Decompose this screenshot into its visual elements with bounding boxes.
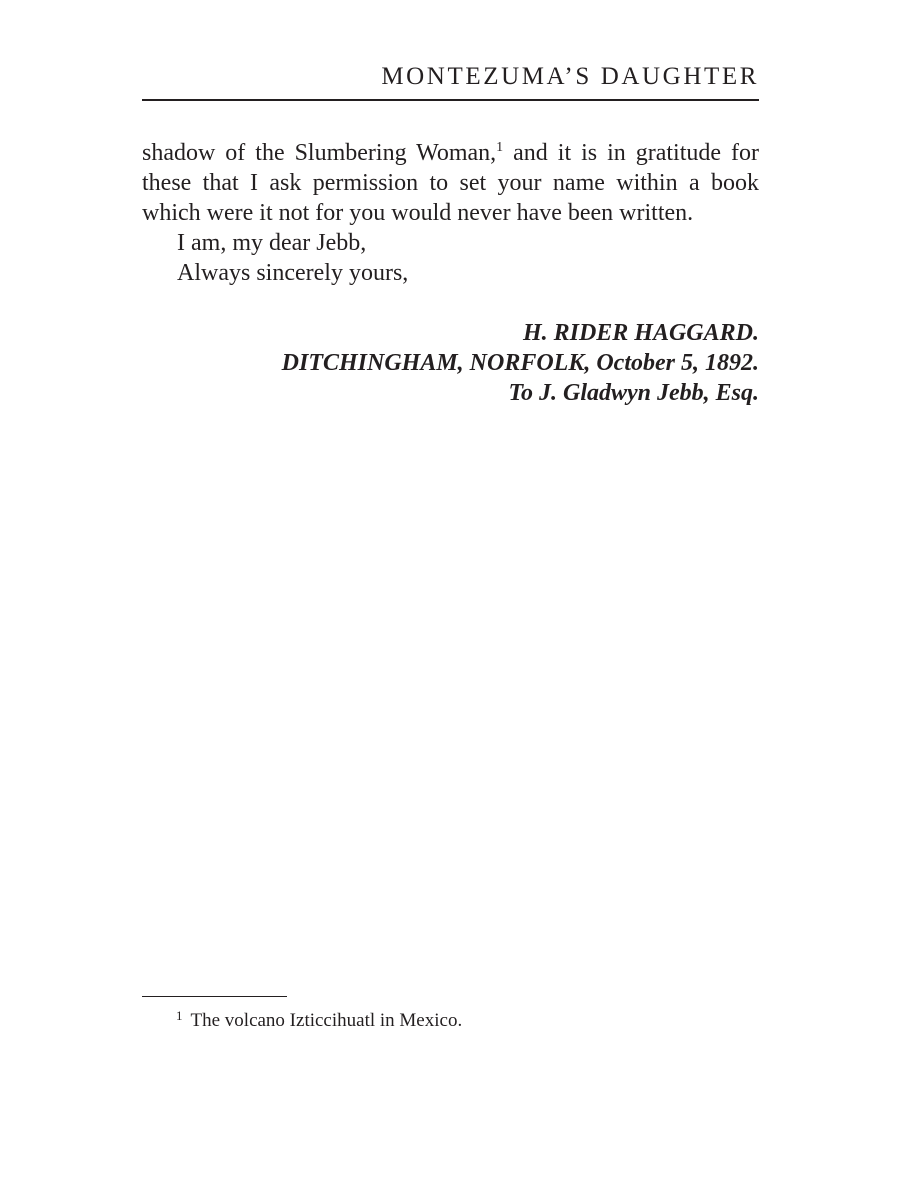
running-head-title: MONTEZUMA’S DAUGHTER bbox=[381, 63, 759, 90]
author-name: H. RIDER HAGGARD. bbox=[522, 320, 759, 346]
paragraph-text-end: and it is in gratitude for these that I ask permission to set your name within a book which were it not for you would never have been written. bbox=[142, 140, 759, 226]
footnote-rule bbox=[142, 996, 287, 997]
dedication-paragraph bbox=[142, 138, 759, 228]
paragraph-text-start: shadow of the Slumbering Woman, bbox=[142, 140, 497, 166]
header-rule bbox=[142, 99, 759, 101]
signature-block bbox=[142, 318, 759, 408]
footnote bbox=[176, 1008, 759, 1035]
place-date: DITCHINGHAM, NORFOLK, October 5, 1892. bbox=[281, 350, 759, 376]
body-text bbox=[142, 138, 759, 288]
footnote-text: The volcano Izticcihuatl in Mexico. bbox=[190, 1010, 463, 1031]
closing-line-2: Always sincerely yours, bbox=[177, 260, 409, 286]
closing-line-1: I am, my dear Jebb, bbox=[177, 230, 367, 256]
footnote-marker: 1 bbox=[176, 1008, 183, 1023]
addressee: To J. Gladwyn Jebb, Esq. bbox=[508, 380, 759, 406]
footnote-reference: 1 bbox=[496, 140, 504, 155]
